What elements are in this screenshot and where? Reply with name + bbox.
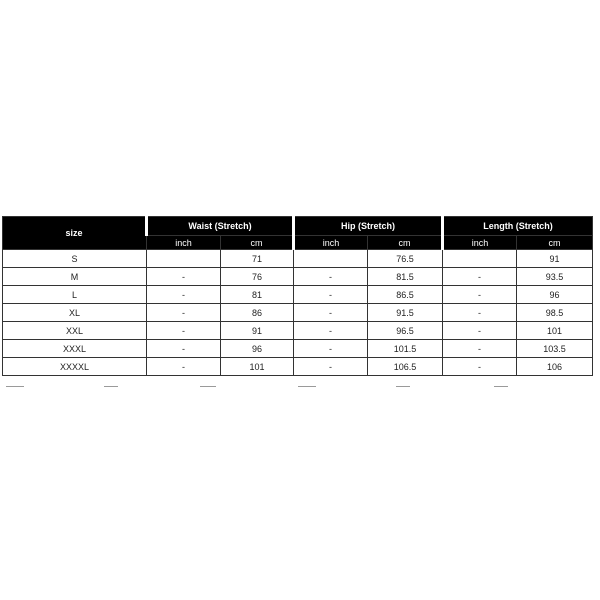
size-chart-table: [2, 216, 593, 376]
cropped-icon: [298, 380, 316, 387]
waist-inch-cell: -: [147, 340, 221, 358]
waist-cm-cell: 76: [221, 268, 294, 286]
hip-inch-header: inch: [294, 236, 368, 250]
cropped-icon: [104, 380, 118, 387]
length-cm-cell: 101: [517, 322, 593, 340]
size-cell: XXXL: [3, 340, 147, 358]
waist-inch-cell: [147, 250, 221, 268]
hip-cm-header: cm: [368, 236, 443, 250]
hip-inch-cell: -: [294, 358, 368, 376]
hip-cm-cell: 76.5: [368, 250, 443, 268]
length-cm-cell: 98.5: [517, 304, 593, 322]
size-cell: S: [3, 250, 147, 268]
size-column-header: size: [3, 217, 147, 250]
cropped-icon: [396, 380, 410, 387]
length-cm-cell: 91: [517, 250, 593, 268]
hip-inch-cell: -: [294, 286, 368, 304]
waist-inch-cell: -: [147, 322, 221, 340]
table-row: [3, 250, 593, 268]
size-chart-body: [3, 250, 593, 376]
cropped-icon: [200, 380, 216, 387]
table-row: [3, 358, 593, 376]
hip-inch-cell: -: [294, 268, 368, 286]
length-cm-cell: 103.5: [517, 340, 593, 358]
size-cell: XXL: [3, 322, 147, 340]
hip-cm-cell: 101.5: [368, 340, 443, 358]
waist-cm-cell: 81: [221, 286, 294, 304]
size-cell: M: [3, 268, 147, 286]
hip-inch-cell: -: [294, 304, 368, 322]
waist-cm-cell: 86: [221, 304, 294, 322]
length-inch-cell: [443, 250, 517, 268]
length-inch-cell: -: [443, 304, 517, 322]
waist-cm-cell: 71: [221, 250, 294, 268]
length-cm-cell: 106: [517, 358, 593, 376]
size-cell: XL: [3, 304, 147, 322]
cropped-icon-strip: [0, 380, 600, 388]
length-inch-cell: -: [443, 358, 517, 376]
length-cm-header: cm: [517, 236, 593, 250]
hip-cm-cell: 96.5: [368, 322, 443, 340]
table-row: [3, 268, 593, 286]
size-cell: XXXXL: [3, 358, 147, 376]
waist-inch-header: inch: [147, 236, 221, 250]
hip-inch-cell: -: [294, 322, 368, 340]
cropped-icon: [494, 380, 508, 387]
length-inch-header: inch: [443, 236, 517, 250]
hip-cm-cell: 81.5: [368, 268, 443, 286]
waist-inch-cell: -: [147, 358, 221, 376]
waist-cm-header: cm: [221, 236, 294, 250]
hip-cm-cell: 86.5: [368, 286, 443, 304]
waist-inch-cell: -: [147, 304, 221, 322]
length-inch-cell: -: [443, 268, 517, 286]
waist-group-header: Waist (Stretch): [147, 217, 294, 236]
waist-cm-cell: 91: [221, 322, 294, 340]
waist-inch-cell: -: [147, 268, 221, 286]
length-inch-cell: -: [443, 286, 517, 304]
table-row: [3, 286, 593, 304]
length-inch-cell: -: [443, 322, 517, 340]
table-row: [3, 340, 593, 358]
hip-cm-cell: 91.5: [368, 304, 443, 322]
hip-cm-cell: 106.5: [368, 358, 443, 376]
cropped-icon: [6, 380, 24, 387]
hip-group-header: Hip (Stretch): [294, 217, 443, 236]
length-cm-cell: 96: [517, 286, 593, 304]
waist-cm-cell: 101: [221, 358, 294, 376]
length-group-header: Length (Stretch): [443, 217, 593, 236]
size-chart-header: [3, 217, 593, 250]
table-row: [3, 304, 593, 322]
size-cell: L: [3, 286, 147, 304]
table-row: [3, 322, 593, 340]
length-inch-cell: -: [443, 340, 517, 358]
measurement-group-row: [3, 217, 593, 236]
hip-inch-cell: -: [294, 340, 368, 358]
length-cm-cell: 93.5: [517, 268, 593, 286]
waist-inch-cell: -: [147, 286, 221, 304]
hip-inch-cell: [294, 250, 368, 268]
waist-cm-cell: 96: [221, 340, 294, 358]
